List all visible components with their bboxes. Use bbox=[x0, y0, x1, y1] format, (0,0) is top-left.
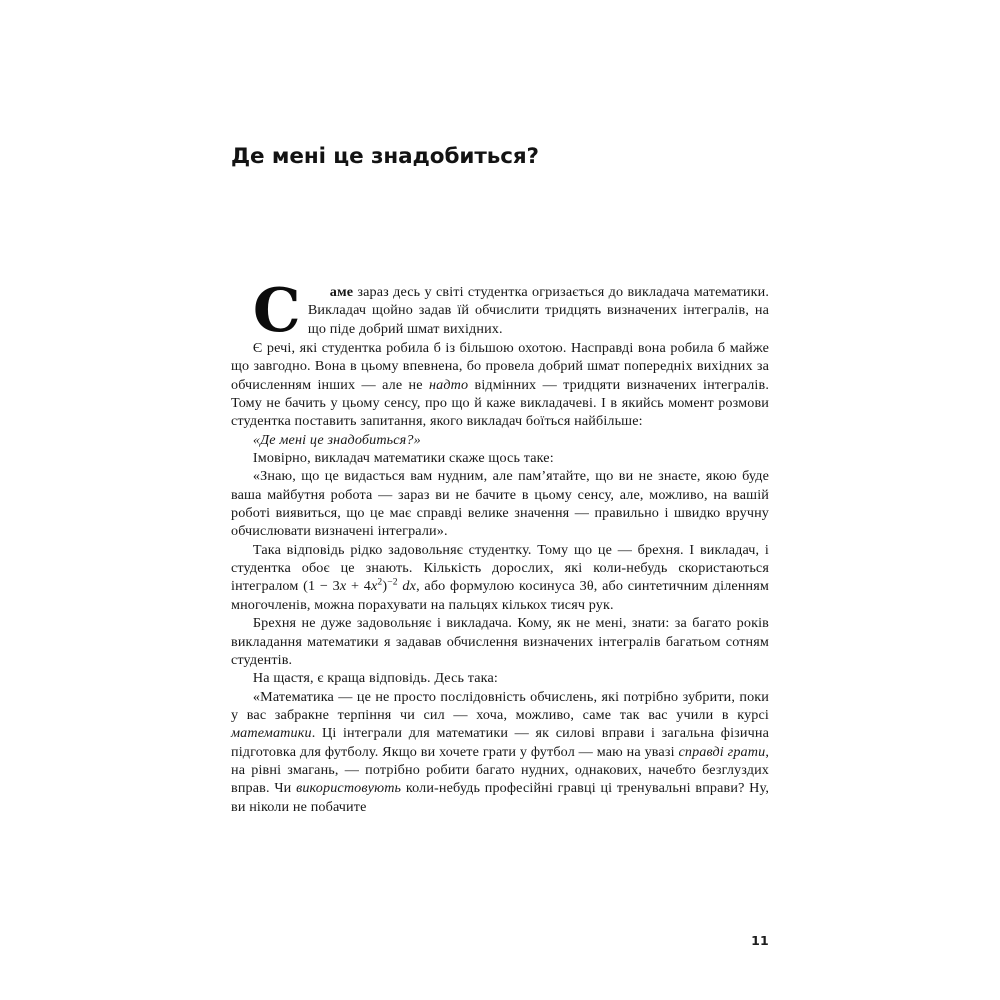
page-number: 11 bbox=[751, 933, 769, 948]
paragraph-teacher-quote: «Знаю, що це видасться вам нудним, але пам’ятайте, що ви не знаєте, якою буде ваша майбутня робота — зараз ви не бачите в цьому сенсу, але, можливо, на вашій роботі виявиться, що це має справді велике значення — правильно і швидко вручну обчислювати визначені інтеграли». bbox=[231, 468, 769, 540]
drop-cap-letter: С bbox=[252, 276, 301, 346]
paragraph-text-after-formula: , або формулою косинуса 3θ, або синтетичним діленням многочленів, можна порахувати на пальцях кількох тисяч рук. bbox=[231, 578, 769, 613]
paragraph-opening bbox=[231, 276, 769, 346]
analogy-segment-2: . Ці інтеграли для математики — як силові вправи і загальна фізична підготовка для футболу. Якщо ви хочете грати у футбол — маю на увазі bbox=[231, 725, 769, 760]
paragraph-with-integral-formula bbox=[231, 541, 769, 614]
formula-mid: + 4 bbox=[346, 578, 371, 595]
integral-formula bbox=[303, 578, 416, 594]
paragraph-better-answer-intro: На щастя, є краща відповідь. Десь така: bbox=[252, 670, 498, 687]
formula-variable-x1: x bbox=[339, 578, 347, 595]
paragraph-text-before-italic: Є речі, які студентка робила б із більшою охотою. Насправді вона робила б майже що завгодно. Вона в цьому впевнена, бо провела добрий шмат попередніх вихідних за обчисленням інших — але не bbox=[231, 340, 769, 393]
formula-differential: dx bbox=[402, 578, 417, 595]
formula-inner-exponent: 2 bbox=[377, 576, 383, 588]
analogy-segment-4: коли-небудь професійні гравці ці тренувальні вправи? Ну, ви ніколи не побачите bbox=[231, 780, 770, 815]
paragraph-text-after-italic: відмінних — тридцяти визначених інтегралів. Тому не бачить у цьому сенсу, про що й каже викладачеві. І в якийсь момент розмови студентка поставить запитання, якого викладач боїться найбільше: bbox=[231, 376, 769, 430]
paragraph-opening-text: зараз десь у світі студентка огризається до викладача математики. Викладач щойно задав їй обчислити тридцять визначених інтегралів, на що піде добрий шмат вихідних. bbox=[307, 284, 769, 337]
page-title: Де мені це знадобиться? bbox=[231, 144, 539, 170]
formula-outer-exponent: −2 bbox=[387, 576, 398, 588]
analogy-segment-1: «Математика — це не просто послідовність обчислень, які потрібно зубрити, поки у вас забракне терпіння чи сил — хоча, можливо, саме так вас учили в курсі bbox=[231, 688, 769, 723]
analogy-segment-3: , на рівні змагань, — потрібно робити багато нудних, однакових, начебто безглуздих вправ. Чи bbox=[231, 743, 769, 797]
paragraph-math-football-analogy bbox=[231, 688, 769, 816]
paragraph-probable-answer-intro: Імовірно, викладач математики скаже щось таке: bbox=[252, 450, 554, 467]
emphasis-spravdi-hraty: справді грати bbox=[678, 743, 766, 760]
body-text-column bbox=[231, 276, 770, 816]
formula-variable-x2: x bbox=[370, 578, 378, 595]
emphasis-vykorystovuyut: використовують bbox=[296, 780, 402, 797]
paragraph-lie-unsatisfying-to-teacher: Брехня не дуже задовольняє і викладача. Кому, як не мені, знати: за багато років викладання математики я задавав обчислення визначених інтегралів багатьом сотням студентів. bbox=[231, 615, 769, 668]
pull-quote-question: «Де мені це знадобиться?» bbox=[252, 431, 421, 448]
formula-open: (1 − 3 bbox=[303, 578, 340, 595]
emphasis-nadto: надто bbox=[429, 376, 469, 393]
drop-cap-lead-word: аме bbox=[329, 284, 354, 300]
formula-close: ) bbox=[382, 578, 388, 595]
paragraph-text-before-formula: Така відповідь рідко задовольняє студентку. Тому що це — брехня. І викладач, і студентка обоє це знають. Кількість дорослих, які коли-небудь скористаються інтегралом bbox=[231, 541, 769, 595]
paragraph-things-she-would-rather-do bbox=[231, 339, 769, 431]
emphasis-matematyky: математики bbox=[231, 725, 312, 742]
